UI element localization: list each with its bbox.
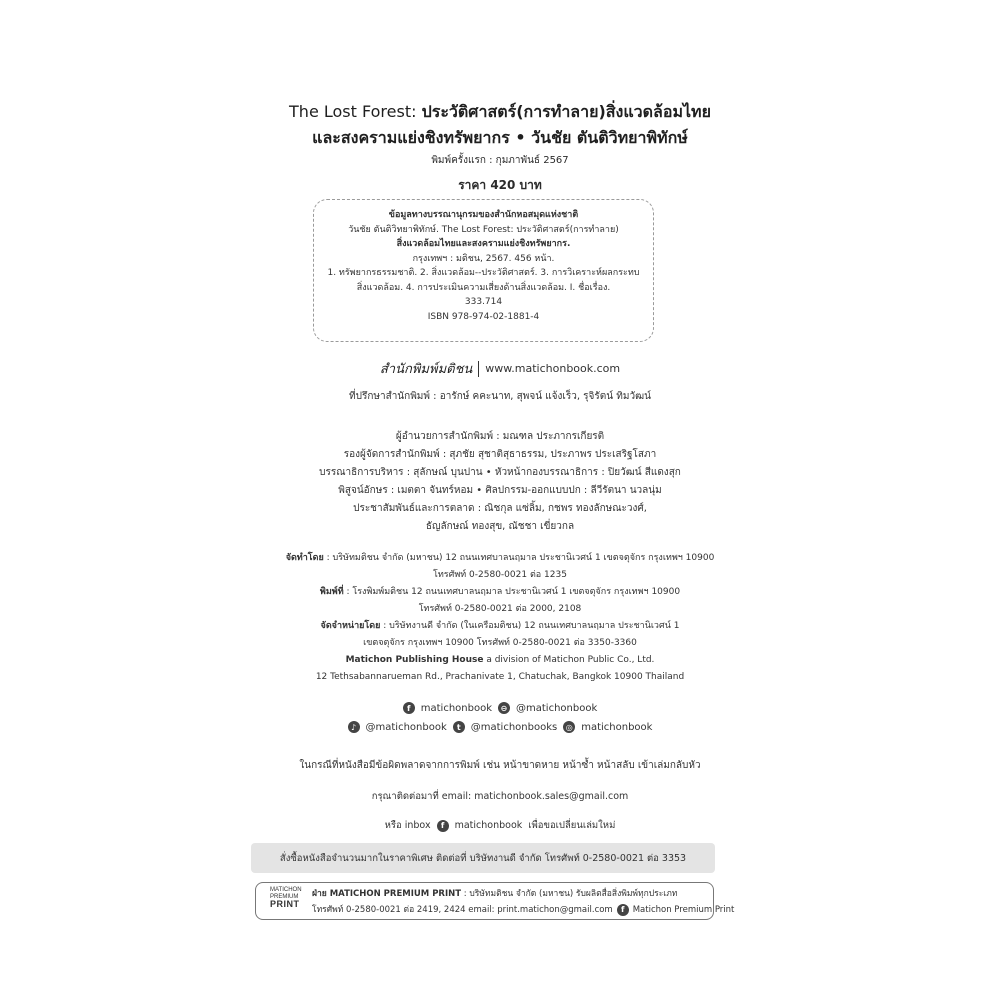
contact-inbox-post: เพื่อขอเปลี่ยนเล่มใหม่	[528, 820, 616, 831]
misprint-notice: ในกรณีที่หนังสือมีข้อผิดพลาดจากการพิมพ์ เช่น หน้าขาดหาย หน้าซ้ำ หน้าสลับ เข้าเล่มกลับหัว	[299, 760, 701, 771]
made-by-phone: โทรศัพท์ 0-2580-0021 ต่อ 1235	[433, 570, 567, 580]
logo-top-text: MATICHON	[270, 887, 302, 893]
premium-print-line1	[312, 886, 734, 902]
made-by-text: : บริษัทมติชน จำกัด (มหาชน) 12 ถนนเทศบาลนฤมาล ประชานิเวศน์ 1 เขตจตุจักร กรุงเทพฯ 10900	[323, 553, 715, 563]
staff-line: พิสูจน์อักษร : เมตตา จันทร์หอม • ศิลปกรรม-ออกแบบปก : ลีวีรัตนา นวลนุ่ม	[338, 485, 662, 496]
instagram-handle[interactable]: matichonbook	[581, 721, 653, 733]
title-thai: ประวัติศาสตร์(การทำลาย)สิ่งแวดล้อมไทย	[421, 102, 711, 121]
facebook-handle[interactable]: matichonbook	[420, 702, 492, 714]
cataloging-title: สิ่งแวดล้อมไทยและสงครามแย่งชิงทรัพยากร.	[396, 239, 571, 249]
cataloging-author: วันชัย ตันติวิทยาพิทักษ์. The Lost Forest: ประวัติศาสตร์(การทำลาย)	[348, 224, 619, 235]
cataloging-subjects-1: 1. ทรัพยากรธรรมชาติ. 2. สิ่งแวดล้อม--ประวัติศาสตร์. 3. การวิเคราะห์ผลกระทบ	[327, 268, 640, 278]
premium-print-desc: : บริษัทมติชน จำกัด (มหาชน) รับผลิตสื่อสิ่งพิมพ์ทุกประเภท	[461, 889, 678, 899]
line-icon[interactable]: ⊖	[498, 702, 510, 714]
logo-mid-text: PREMIUM	[270, 894, 299, 900]
facebook-icon[interactable]: f	[437, 820, 449, 832]
cataloging-pub: กรุงเทพฯ : มติชน, 2567. 456 หน้า.	[412, 253, 555, 264]
bulk-order-bar	[251, 843, 715, 873]
tiktok-handle[interactable]: @matichonbook	[365, 721, 447, 733]
publisher-row	[0, 358, 1000, 379]
staff-line: บรรณาธิการบริหาร : สุลักษณ์ บุนปาน • หัวหน้ากองบรรณาธิการ : ปิยวัฒน์ สีแดงสุก	[319, 467, 681, 478]
distributed-by-line	[0, 618, 1000, 635]
contact-email: กรุณาติดต่อมาที่ email: matichonbook.sales@gmail.com	[371, 791, 629, 802]
cataloging-isbn: ISBN 978-974-02-1881-4	[427, 311, 540, 322]
premium-print-logo	[270, 887, 304, 908]
staff-line: ผู้อำนวยการสำนักพิมพ์ : มณฑล ประภากรเกียรติ	[395, 431, 605, 442]
twitter-handle[interactable]: @matichonbooks	[470, 721, 558, 733]
bulk-order-text: สั่งซื้อหนังสือจำนวนมากในราคาพิเศษ ติดต่อที่ บริษัทงานดี จำกัด โทรศัพท์ 0-2580-0021 ต่อ 3353	[279, 852, 687, 864]
english-publisher-name: Matichon Publishing House	[345, 655, 484, 665]
distributed-by-label: จัดจำหน่ายโดย	[320, 621, 381, 631]
printed-by-text: : โรงพิมพ์มติชน 12 ถนนเทศบาลนฤมาล ประชานิเวศน์ 1 เขตจตุจักร กรุงเทพฯ 10900	[343, 587, 681, 597]
cataloging-class: 333.714	[464, 297, 503, 307]
social-row-2	[0, 721, 1000, 733]
distributed-by-text: : บริษัทงานดี จำกัด (ในเครือมติชน) 12 ถนนเทศบาลนฤมาล ประชานิเวศน์ 1	[380, 621, 680, 631]
printed-by-line	[0, 584, 1000, 601]
price-text: ราคา 420 บาท	[458, 178, 542, 192]
premium-print-contact: โทรศัพท์ 0-2580-0021 ต่อ 2419, 2424 email: print.matichon@gmail.com	[312, 905, 613, 915]
publisher-website[interactable]: www.matichonbook.com	[485, 362, 621, 375]
cataloging-heading: ข้อมูลทางบรรณานุกรมของสำนักหอสมุดแห่งชาติ	[388, 210, 579, 220]
printed-by-phone: โทรศัพท์ 0-2580-0021 ต่อ 2000, 2108	[418, 604, 582, 614]
facebook-icon[interactable]: f	[617, 904, 629, 916]
distributed-by-line2: เขตจตุจักร กรุงเทพฯ 10900 โทรศัพท์ 0-2580-0021 ต่อ 3350-3360	[363, 638, 637, 648]
staff-line: รองผู้จัดการสำนักพิมพ์ : สุภชัย สุชาติสุธาธรรม, ประภาพร ประเสริฐโสภา	[343, 449, 657, 460]
book-title-line1	[0, 100, 1000, 124]
contact-inbox-pre: หรือ inbox	[384, 820, 431, 831]
book-title-line2: และสงครามแย่งชิงทรัพยากร • วันชัย ตันติวิทยาพิทักษ์	[312, 128, 688, 147]
tiktok-icon[interactable]: ♪	[348, 721, 360, 733]
logo-big-text: PRINT	[270, 899, 300, 909]
title-english: The Lost Forest:	[289, 102, 422, 121]
contact-inbox-row	[0, 818, 1000, 833]
staff-block	[0, 428, 1000, 536]
edition-text: พิมพ์ครั้งแรก : กุมภาพันธ์ 2567	[431, 155, 569, 166]
social-row-1	[0, 702, 1000, 714]
cataloging-box	[313, 199, 654, 342]
made-by-label: จัดทำโดย	[285, 553, 324, 563]
made-by-line	[0, 550, 1000, 567]
staff-line: ประชาสัมพันธ์และการตลาด : ณิชกุล แซ่ลิ้ม, กชพร ทองลักษณะวงศ์,	[353, 503, 647, 514]
premium-print-label: ฝ่าย MATICHON PREMIUM PRINT	[312, 889, 462, 899]
english-publisher-line	[0, 652, 1000, 669]
staff-line: ธัญลักษณ์ ทองสุข, ณัชชา เขี่ยวกล	[425, 521, 575, 532]
printed-by-label: พิมพ์ที่	[319, 587, 344, 597]
premium-print-line2	[312, 902, 734, 918]
production-block	[0, 550, 1000, 686]
premium-print-box	[255, 882, 735, 920]
advisor-line: ที่ปรึกษาสำนักพิมพ์ : อารักษ์ คคะนาท, สุพจน์ แจ้งเร็ว, รุจิรัตน์ ทิมวัฒน์	[349, 391, 651, 402]
facebook-icon[interactable]: f	[403, 702, 415, 714]
logo-divider	[478, 361, 479, 377]
cataloging-subjects-2: สิ่งแวดล้อม. 4. การประเมินความเสี่ยงด้านสิ่งแวดล้อม. I. ชื่อเรื่อง.	[356, 282, 611, 293]
english-publisher-rest: a division of Matichon Public Co., Ltd.	[483, 655, 655, 665]
twitter-icon[interactable]: t	[453, 721, 465, 733]
instagram-icon[interactable]: ◎	[563, 721, 575, 733]
line-handle[interactable]: @matichonbook	[516, 702, 598, 714]
premium-print-facebook[interactable]: Matichon Premium Print	[632, 905, 735, 915]
premium-print-text	[312, 886, 734, 918]
english-address: 12 Tethsabannarueman Rd., Prachanivate 1, Chatuchak, Bangkok 10900 Thailand	[315, 672, 685, 682]
publisher-logo: สำนักพิมพ์มติชน	[379, 362, 473, 377]
contact-inbox-name[interactable]: matichonbook	[454, 820, 523, 831]
